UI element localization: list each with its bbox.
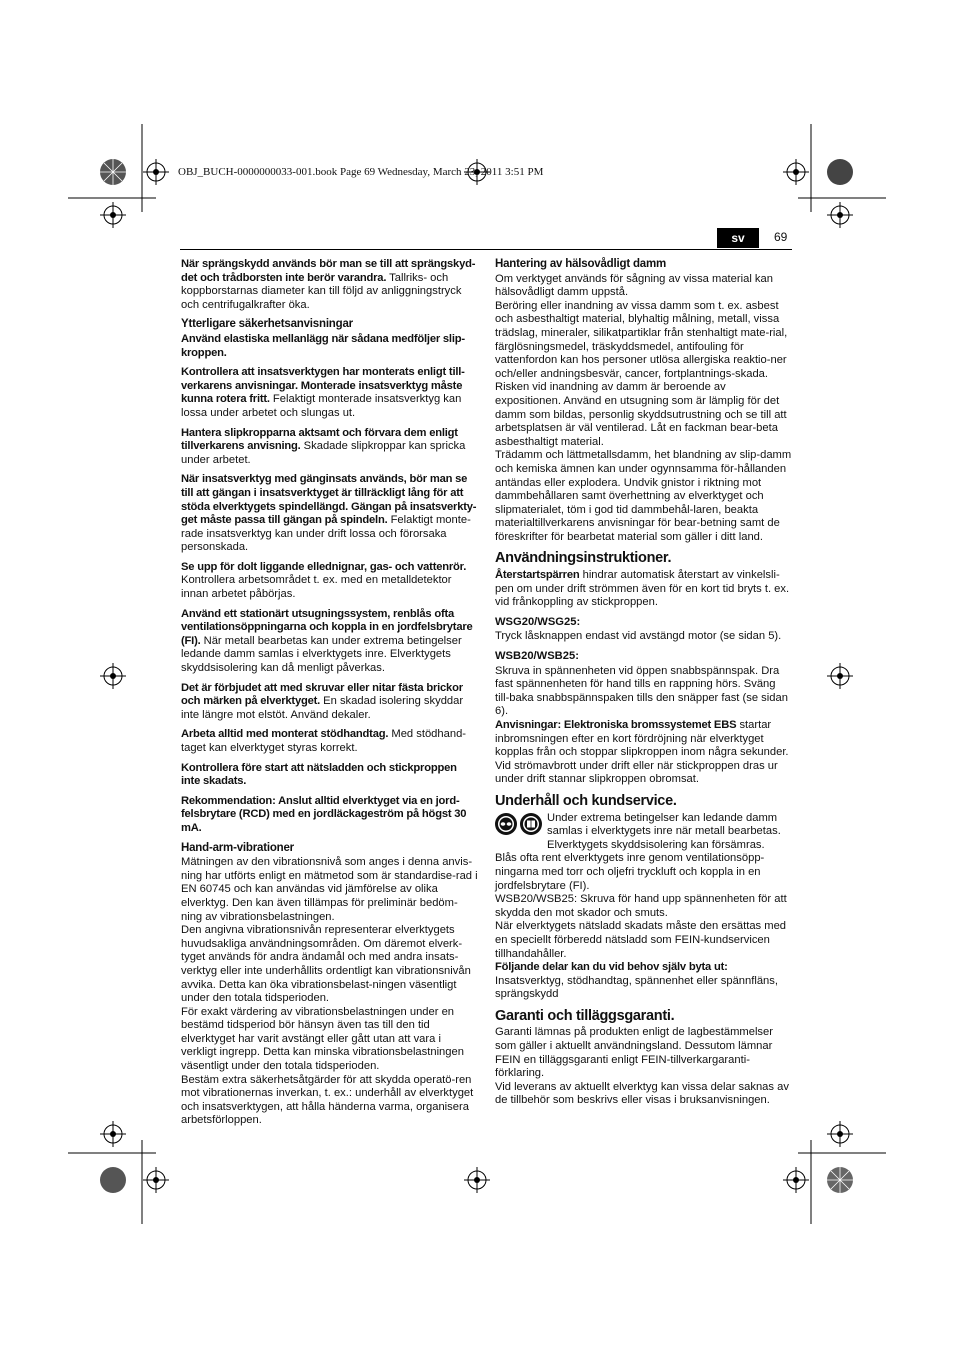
bold-text: Följande delar kan du vid behov själv byta ut:	[495, 961, 728, 974]
right-column	[495, 258, 792, 1108]
safety-goggles-icon	[495, 813, 517, 835]
model-subheading-wsg: WSG20/WSG25:	[495, 615, 581, 628]
paragraph: Tryck låsknappen endast vid avstängd motor (se sidan 5).	[495, 630, 782, 643]
body-text: Felaktigt monte-rade insatsverktyg kan under drift lossa och förorsaka personskada.	[181, 514, 471, 554]
body-text: Med stödhand-taget kan elverktyget styras korrekt.	[181, 728, 467, 754]
read-manual-icon	[520, 813, 542, 835]
paragraph: Om verktyget används för sågning av vissa material kan hälsovådligt damm uppstå.	[495, 272, 773, 299]
paragraph	[181, 473, 478, 555]
paragraph	[181, 795, 478, 836]
paragraph: Blås ofta rent elverktygets inre genom ventilationsöpp-ningarna med torr och oljefri tryckluft och koppla in en jordfelsbrytare (FI).	[495, 852, 765, 892]
paragraph: För exakt värdering av vibrationsbelastningen under en bestämd tidsperiod bör hänsyn även tas till den tid elverktyget har varit avstängt eller gått utan att vara i verkligt ingrepp. Detta kan minska vibrationsbelastningen väsentligt under den totala tidsperioden.	[181, 1005, 464, 1073]
paragraph: Beröring eller inandning av vissa damm som t. ex. asbest och asbesthaltigt material, blyhaltig målning, metall, vissa trädslag, mineraler, silikatpartiklar från stenhaltigt mate-rial, färglösningsmedel, träskyddsmedel, antifouling för vattenfordon kan hos personer utlösa allergiska reaktio-ner och/eller andningsbesvär, cancer, fortplantnings-skada. Risken vid inandning av damm är beroende av expositionen. Använd en utsugning som är lämplig för det damm som bildas, personlig skyddsutrustning och se till att arbetsplatsen är väl ventilerad. Låt en fackman bear-beta asbesthaltigt material.	[495, 299, 788, 448]
section-heading-safety: Ytterligare säkerhetsanvisningar	[181, 318, 353, 331]
bold-text: Kontrollera att insatsverktygen har monterats enligt till-verkarens anvisningar. Monterade insatsverktyg måste kunna rotera fritt.	[181, 366, 465, 406]
paragraph	[181, 728, 478, 755]
bold-text: Det är förbjudet att med skruvar eller nitar fästa brickor och märken på elverktyget.	[181, 681, 463, 708]
paragraph	[495, 719, 792, 787]
paragraph	[181, 366, 478, 420]
safety-icons	[495, 813, 542, 835]
paragraph: Under extrema betingelser kan ledande damm samlas i elverktygets inre när metall bearbetas. Elverktygets skyddsisolering kan försämras.	[547, 811, 781, 851]
paragraph	[495, 961, 792, 975]
paragraph: Skruva in spännenheten vid öppen snabbspännspak. Dra fast spännenheten för hand tills en rappning hörs. Sväng till-baka snabbspännspaken tills den snäpper fast (se sidan 6).	[495, 664, 788, 718]
paragraph: Bestäm extra säkerhetsåtgärder för att skydda operatö-ren mot vibrationernas inverkan, t. ex.: underhåll av elverktyget och insatsverktygen, att hålla händerna varma, organisera arbetsförloppen.	[181, 1073, 474, 1127]
print-header: OBJ_BUCH-0000000033-001.book Page 69 Wednesday, March 23, 2011 3:51 PM	[178, 166, 544, 178]
header-rule	[180, 249, 792, 250]
bold-text: Använd ett stationärt utsugningssystem, renblås ofta ventilationsöppningarna och koppla in en jordfelsbrytare (FI).	[181, 607, 473, 647]
bold-text: Anvisningar: Elektroniska bromssystemet EBS	[495, 719, 737, 731]
paragraph: WSB20/WSB25: Skruva för hand upp spännenheten för att skydda den mot skador och smuts.	[495, 893, 787, 919]
paragraph	[181, 762, 478, 789]
body-text: Skadade slipkroppar kan spricka under arbetet.	[181, 440, 466, 466]
paragraph	[181, 427, 478, 468]
paragraph	[181, 333, 478, 360]
paragraph	[495, 569, 792, 610]
paragraph: Trädamm och lättmetallsdamm, het blandning av slip-damm och kemiska ämnen kan under ogynnsamma för-hållanden antändas eller explodera. Undvik gnistor i riktning mot dammbehållaren samt överhettning av elverktyget och slipmaterialet, töm i god tid dammbehål-laren, beakta materialtillverkarens anvisningar för bear-betning samt de föreskrifter för bearbetat material som gäller i ditt land.	[495, 449, 792, 543]
body-text: När metall bearbetas kan under extrema betingelser ledande damm samlas i elverktygets inre. Elverktygets skyddsisolering kan då menligt påverkas.	[181, 634, 462, 675]
paragraph	[181, 608, 478, 676]
section-heading-service: Underhåll och kundservice.	[495, 792, 677, 809]
section-heading-vibration: Hand-arm-vibrationer	[181, 841, 294, 854]
left-column	[181, 258, 478, 1128]
bold-text: Återstartspärren	[495, 569, 580, 582]
bold-text: Arbeta alltid med monterat stödhandtag.	[181, 728, 389, 741]
paragraph: Mätningen av den vibrationsnivå som anges i denna anvis-ning har utförts enligt en mätmetod som är standardise-rad i EN 60745 och kan användas vid jämförelse av olika elverktyg. Den kan även tillämpas för preliminär bedöm-ning av vibrationsbelastningen.	[181, 856, 478, 923]
body-text: Tallriks- och koppborstarnas diameter kan till följd av anliggningstryck och centrifugalkrafter öka.	[181, 271, 462, 311]
warning-row	[495, 812, 792, 853]
page-number: 69	[774, 230, 788, 244]
paragraph: Garanti lämnas på produkten enligt de lagbestämmelser som gäller i aktuellt användningsland. Dessutom lämnar FEIN en tilläggsgaranti enligt FEIN-tillverkargaranti-förklaring.	[495, 1026, 773, 1080]
bold-text: Använd elastiska mellanlägg när sådana medföljer slip-kroppen.	[181, 332, 465, 359]
bold-text: Kontrollera före start att nätsladden och stickproppen inte skadats.	[181, 761, 457, 788]
bold-text: När sprängskydd används bör man se till att sprängskyd-det och trådborsten inte berör varandra.	[181, 258, 476, 284]
language-badge: sv	[717, 228, 759, 248]
bold-text: Hantera slipkropparna aktsamt och förvara dem enligt tillverkarens anvisning.	[181, 426, 458, 453]
paragraph	[181, 561, 478, 602]
model-subheading-wsb: WSB20/WSB25:	[495, 650, 579, 663]
bold-text: Se upp för dolt liggande ellednignar, gas- och vattenrör.	[181, 560, 467, 573]
paragraph	[181, 258, 478, 312]
paragraph: Vid leverans av aktuellt elverktyg kan vissa delar saknas av de tillbehör som beskrivs eller visas i bruksanvisningen.	[495, 1080, 789, 1107]
section-heading-warranty: Garanti och tilläggsgaranti.	[495, 1007, 675, 1024]
paragraph	[181, 682, 478, 723]
bold-text: När insatsverktyg med gänginsats används, bör man se till att gängan i insatsverktyget är tillräckligt lång för att stöda elverktygets spindellängd. Gängan på insatsverkty-get måste passa till gängan på spindeln.	[181, 473, 477, 527]
paragraph: Den angivna vibrationsnivån representerar elverktygets huvudsakliga användningsområden. Om däremot elverk-tyget används för andra ändamål och med andra insats-verktyg eller inte underhållits ordentligt kan vibrationsnivån avvika. Detta kan öka vibrationsbelast-ningen väsentligt under den totala tidsperioden.	[181, 924, 471, 1005]
section-heading-usage: Användningsinstruktioner.	[495, 550, 672, 567]
body-text: startar inbromsningen efter en kort fördröjning när elverktyget kopplas från och stoppar slipkroppen inom några sekunder. Vid strömavbrott under drift eller när stickproppen dras ur under drift stannar slipkroppen obromsat.	[495, 719, 789, 786]
body-text: En skadad isolering skyddar inte längre mot elstöt. Använd dekaler.	[181, 695, 464, 721]
section-heading-dust: Hantering av hälsovådligt damm	[495, 258, 667, 270]
body-text: hindrar automatisk återstart av vinkelsli-pen om under drift strömmen även för en kort tid bryts t. ex. vid frånkoppling av stickproppen.	[495, 569, 790, 609]
paragraph: Insatsverktyg, stödhandtag, spännenhet eller spännfläns, sprängskydd	[495, 974, 778, 1001]
body-text: Kontrollera arbetsområdet t. ex. med en metalldetektor innan arbetet påbörjas.	[181, 574, 452, 601]
bold-text: Rekommendation: Anslut alltid elverktyget via en jord-felsbrytare (RCD) med en jordläckageström på högst 30 mA.	[181, 794, 467, 834]
paragraph: När elverktygets nätsladd skadats måste den ersättas med en speciellt förberedd nätsladd som FEIN-kundservicen tillhandahåller.	[495, 920, 787, 960]
body-text: Felaktigt monterade insatsverktyg kan lossa under arbetet och slungas ut.	[181, 393, 462, 419]
